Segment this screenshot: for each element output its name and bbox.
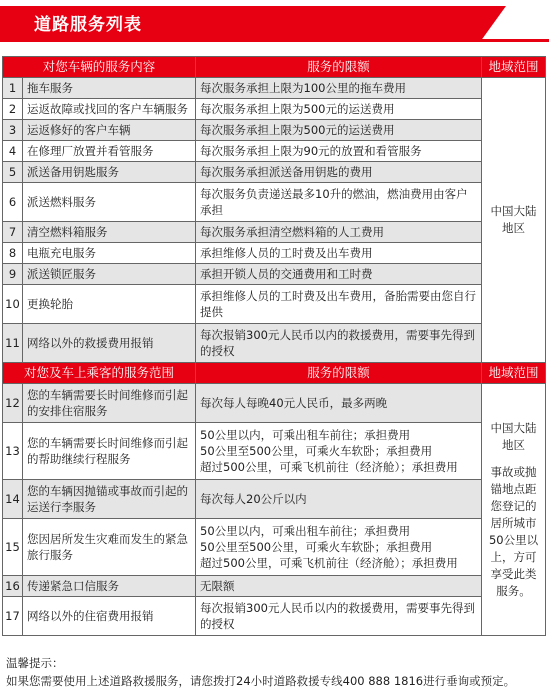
region-name: 中国大陆地区: [490, 420, 537, 452]
service-limit: 每次每人每晚40元人民币，最多两晚: [196, 384, 482, 423]
table-row: [3, 285, 546, 324]
row-number: 15: [3, 519, 23, 576]
service-content: 电瓶充电服务: [23, 243, 196, 264]
row-number: 6: [3, 183, 23, 222]
header-underline: [0, 39, 549, 42]
region-cell: 中国大陆地区: [482, 78, 546, 363]
service-content: 网络以外的住宿费用报销: [23, 597, 196, 636]
table-row: [3, 78, 546, 99]
row-number: 8: [3, 243, 23, 264]
service-limit: 承担维修人员的工时费及出车费用，备胎需要由您自行提供: [196, 285, 482, 324]
service-content: 派送备用钥匙服务: [23, 162, 196, 183]
service-limit: 每次报销300元人民币以内的救援费用，需要事先得到的授权: [196, 324, 482, 363]
service-content: 您的车辆因抛锚或事故而引起的运送行李服务: [23, 480, 196, 519]
page-title: 道路服务列表: [34, 15, 142, 35]
service-limit: 每次服务承担上限为500元的运送费用: [196, 99, 482, 120]
table-row: [3, 519, 546, 576]
header-band-tip: [480, 6, 506, 42]
service-content: 清空燃料箱服务: [23, 222, 196, 243]
service-limit: 每次报销300元人民币以内的救援费用，需要事先得到的授权: [196, 597, 482, 636]
service-content: 更换轮胎: [23, 285, 196, 324]
row-number: 1: [3, 78, 23, 99]
service-limit: 50公里以内，可乘出租车前往；承担费用 50公里至500公里，可乘火车软卧；承担费用 超过500公里，可乘飞机前往（经济舱）；承担费用: [196, 519, 482, 576]
row-number: 17: [3, 597, 23, 636]
row-number: 14: [3, 480, 23, 519]
section2-limit-header: 服务的限额: [196, 363, 482, 384]
service-content: 在修理厂放置并看管服务: [23, 141, 196, 162]
service-content: 运返故障或找回的客户车辆服务: [23, 99, 196, 120]
service-limit: 无限额: [196, 576, 482, 597]
table-row: [3, 264, 546, 285]
service-limit: 每次服务承担上限为500元的运送费用: [196, 120, 482, 141]
table-row: [3, 243, 546, 264]
service-limit: 50公里以内，可乘出租车前往；承担费用 50公里至500公里，可乘火车软卧；承担费用 超过500公里，可乘飞机前往（经济舱）；承担费用: [196, 423, 482, 480]
service-limit: 每次服务承担上限为90元的放置和看管服务: [196, 141, 482, 162]
service-content: 您的车辆需要长时间维修而引起的帮助继续行程服务: [23, 423, 196, 480]
table-row: [3, 597, 546, 636]
row-number: 9: [3, 264, 23, 285]
table-row: [3, 120, 546, 141]
table-row: [3, 576, 546, 597]
table-row: [3, 480, 546, 519]
row-number: 11: [3, 324, 23, 363]
service-content: 您因居所发生灾难而发生的紧急旅行服务: [23, 519, 196, 576]
page-header: [0, 0, 549, 46]
service-content: 派送锁匠服务: [23, 264, 196, 285]
service-limit: 每次服务承担派送备用钥匙的费用: [196, 162, 482, 183]
table-row: [3, 324, 546, 363]
table-row: [3, 141, 546, 162]
table-row: [3, 183, 546, 222]
row-number: 13: [3, 423, 23, 480]
service-content: 您的车辆需要长时间维修而引起的安排住宿服务: [23, 384, 196, 423]
row-number: 3: [3, 120, 23, 141]
table-row: [3, 423, 546, 480]
section1-region-header: 地域范围: [482, 57, 546, 78]
row-number: 2: [3, 99, 23, 120]
service-content: 传递紧急口信服务: [23, 576, 196, 597]
section2-region-header: 地域范围: [482, 363, 546, 384]
service-content: 网络以外的救援费用报销: [23, 324, 196, 363]
service-limit: 承担维修人员的工时费及出车费用: [196, 243, 482, 264]
row-number: 5: [3, 162, 23, 183]
region-cell: [482, 384, 546, 636]
table-row: [3, 99, 546, 120]
section1-limit-header: 服务的限额: [196, 57, 482, 78]
row-number: 4: [3, 141, 23, 162]
row-number: 12: [3, 384, 23, 423]
service-limit: 承担开锁人员的交通费用和工时费: [196, 264, 482, 285]
row-number: 16: [3, 576, 23, 597]
section2-content-header: 对您及车上乘客的服务范围: [3, 363, 196, 384]
table-row: [3, 222, 546, 243]
service-limit: 每次服务承担上限为100公里的拖车费用: [196, 78, 482, 99]
service-table-wrap: [2, 56, 545, 636]
section1-content-header: 对您车辆的服务内容: [3, 57, 196, 78]
region-condition: 事故或抛锚地点距您登记的居所城市50公里以上，方可享受此类服务。: [488, 464, 539, 598]
service-limit: 每次服务负责递送最多10升的燃油，燃油费用由客户承担: [196, 183, 482, 222]
footer-tip: [6, 654, 515, 690]
service-content: 派送燃料服务: [23, 183, 196, 222]
tip-text: 如果您需要使用上述道路救援服务，请您拨打24小时道路救援专线400 888 1816进行垂询或预定。: [6, 674, 516, 688]
service-content: 运返修好的客户车辆: [23, 120, 196, 141]
service-limit: 每次服务承担清空燃料箱的人工费用: [196, 222, 482, 243]
service-limit: 每次每人20公斤以内: [196, 480, 482, 519]
table-row: [3, 162, 546, 183]
row-number: 7: [3, 222, 23, 243]
service-table: [2, 56, 546, 636]
service-content: 拖车服务: [23, 78, 196, 99]
tip-title: 温馨提示：: [6, 656, 64, 670]
row-number: 10: [3, 285, 23, 324]
table-row: [3, 384, 546, 423]
